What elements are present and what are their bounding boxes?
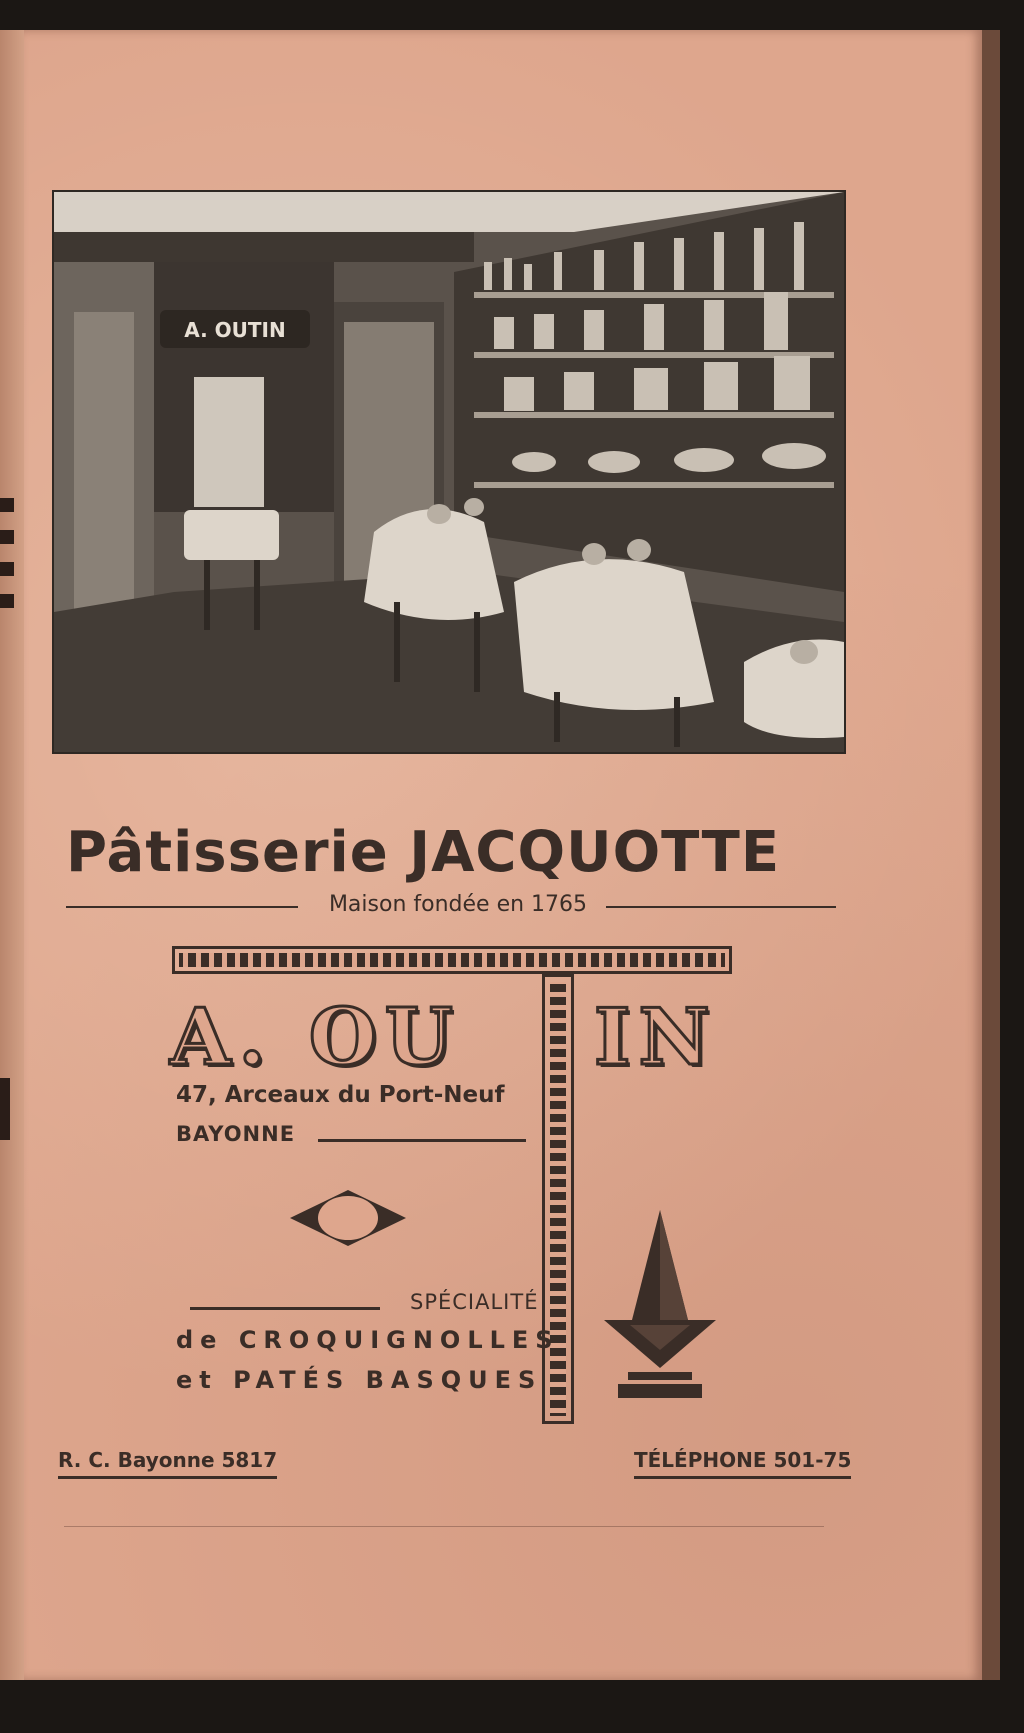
left-page-mark [0, 498, 14, 512]
eye-ornament-icon [290, 1190, 406, 1246]
spire-ornament-icon [600, 1210, 720, 1400]
founded-row [66, 892, 836, 922]
telephone-number: TÉLÉPHONE 501-75 [634, 1448, 851, 1479]
left-page-mark [0, 594, 14, 608]
bottom-rule [64, 1526, 824, 1527]
page-right-edge [982, 30, 1000, 1680]
left-page-mark [0, 562, 14, 576]
city-rule [318, 1139, 526, 1142]
photo-illustration [54, 192, 844, 752]
left-page-mark [0, 1078, 10, 1140]
owner-name-left: A. OU [170, 992, 461, 1083]
rule-left [66, 906, 298, 908]
t-frame-stem [542, 974, 574, 1424]
address: 47, Arceaux du Port-Neuf [176, 1082, 505, 1108]
founded-text: Maison fondée en 1765 [328, 892, 588, 917]
registry-number: R. C. Bayonne 5817 [58, 1448, 277, 1479]
photo-sign-text: A. OUTIN [184, 318, 286, 342]
specialty-line-2: et PATÉS BASQUES [176, 1366, 543, 1394]
rule-right [606, 906, 836, 908]
city: BAYONNE [176, 1122, 296, 1146]
specialty-label: SPÉCIALITÉ [410, 1290, 539, 1314]
owner-name-right: IN [594, 992, 718, 1083]
scanner-background [0, 1680, 1024, 1733]
shop-interior-photo [52, 190, 846, 754]
page-title: Pâtisserie JACQUOTTE [66, 820, 781, 885]
specialty-rule [190, 1307, 380, 1310]
specialty-line-1: de CROQUIGNOLLES [176, 1326, 560, 1354]
t-frame-bar [172, 946, 732, 974]
left-page-mark [0, 530, 14, 544]
